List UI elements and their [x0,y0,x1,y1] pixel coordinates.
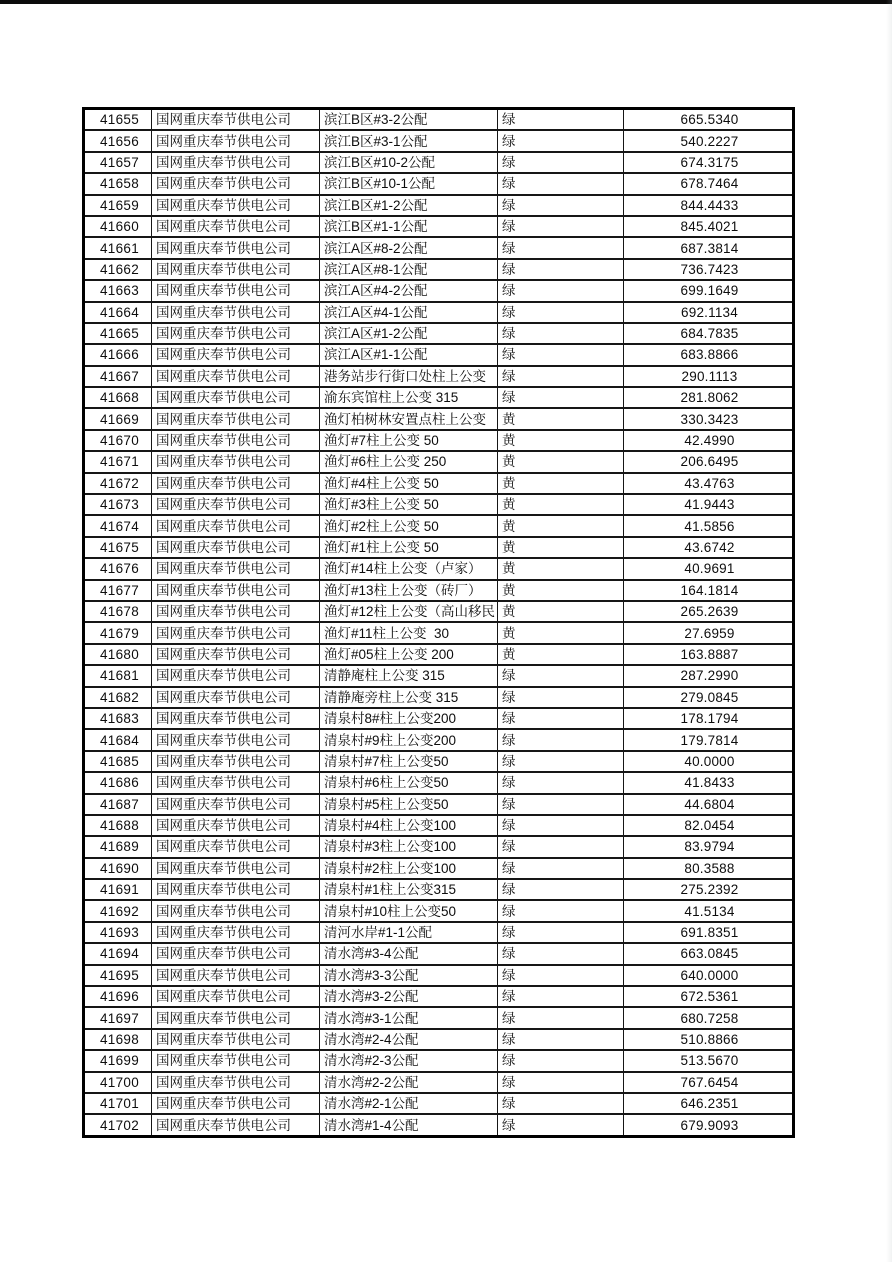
status-cell: 绿 [498,173,624,194]
equipment-name-cell: 清泉村#1柱上公变315 [320,879,498,900]
row-id-cell: 41693 [84,922,152,943]
equipment-name-cell: 滨江B区#10-1公配 [320,173,498,194]
equipment-name-cell: 清水湾#3-4公配 [320,943,498,964]
equipment-name-cell: 清河水岸#1-1公配 [320,922,498,943]
row-id-cell: 41667 [84,366,152,387]
equipment-name-cell: 渔灯#4柱上公变 50 [320,473,498,494]
table-row [84,451,794,472]
row-id-cell: 41671 [84,451,152,472]
equipment-name-cell: 滨江B区#1-1公配 [320,216,498,237]
company-cell: 国网重庆奉节供电公司 [152,387,320,408]
page-top-edge-line [0,0,892,4]
status-cell: 绿 [498,259,624,280]
company-cell: 国网重庆奉节供电公司 [152,580,320,601]
row-id-cell: 41699 [84,1050,152,1071]
row-id-cell: 41664 [84,302,152,323]
equipment-name-cell: 清水湾#2-3公配 [320,1050,498,1071]
status-cell: 黄 [498,494,624,515]
row-id-cell: 41672 [84,473,152,494]
equipment-name-cell: 滨江B区#3-1公配 [320,130,498,151]
status-cell: 绿 [498,1114,624,1136]
row-id-cell: 41656 [84,130,152,151]
equipment-name-cell: 渝东宾馆柱上公变 315 [320,387,498,408]
value-cell: 80.3588 [624,858,794,879]
company-cell: 国网重庆奉节供电公司 [152,858,320,879]
row-id-cell: 41681 [84,665,152,686]
value-cell: 43.6742 [624,537,794,558]
table-row [84,986,794,1007]
value-cell: 640.0000 [624,965,794,986]
company-cell: 国网重庆奉节供电公司 [152,815,320,836]
table-row [84,259,794,280]
status-cell: 绿 [498,195,624,216]
status-cell: 绿 [498,130,624,151]
company-cell: 国网重庆奉节供电公司 [152,302,320,323]
company-cell: 国网重庆奉节供电公司 [152,130,320,151]
equipment-name-cell: 渔灯柏树林安置点柱上公变 [320,408,498,429]
row-id-cell: 41701 [84,1093,152,1114]
table-row [84,537,794,558]
value-cell: 844.4433 [624,195,794,216]
company-cell: 国网重庆奉节供电公司 [152,601,320,622]
equipment-name-cell: 渔灯#13柱上公变（砖厂） [320,580,498,601]
value-cell: 41.5856 [624,515,794,536]
value-cell: 83.9794 [624,836,794,857]
row-id-cell: 41677 [84,580,152,601]
row-id-cell: 41686 [84,772,152,793]
company-cell: 国网重庆奉节供电公司 [152,173,320,194]
status-cell: 绿 [498,772,624,793]
row-id-cell: 41700 [84,1072,152,1093]
row-id-cell: 41660 [84,216,152,237]
value-cell: 164.1814 [624,580,794,601]
table-row [84,237,794,258]
equipment-name-cell: 渔灯#11柱上公变 30 [320,622,498,643]
table-row [84,836,794,857]
equipment-name-cell: 港务站步行街口处柱上公变 [320,366,498,387]
value-cell: 684.7835 [624,323,794,344]
value-cell: 665.5340 [624,109,794,131]
row-id-cell: 41692 [84,900,152,921]
table-row [84,708,794,729]
table-row [84,622,794,643]
page-edge-shadow [886,0,892,1262]
table-row [84,644,794,665]
company-cell: 国网重庆奉节供电公司 [152,152,320,173]
equipment-name-cell: 渔灯#2柱上公变 50 [320,515,498,536]
value-cell: 692.1134 [624,302,794,323]
equipment-name-cell: 清水湾#2-4公配 [320,1029,498,1050]
status-cell: 黄 [498,558,624,579]
row-id-cell: 41688 [84,815,152,836]
status-cell: 绿 [498,109,624,131]
row-id-cell: 41698 [84,1029,152,1050]
status-cell: 绿 [498,152,624,173]
equipment-name-cell: 滨江A区#8-2公配 [320,237,498,258]
status-cell: 绿 [498,216,624,237]
company-cell: 国网重庆奉节供电公司 [152,943,320,964]
equipment-name-cell: 清泉村8#柱上公变200 [320,708,498,729]
company-cell: 国网重庆奉节供电公司 [152,109,320,131]
value-cell: 646.2351 [624,1093,794,1114]
company-cell: 国网重庆奉节供电公司 [152,644,320,665]
status-cell: 黄 [498,580,624,601]
row-id-cell: 41690 [84,858,152,879]
company-cell: 国网重庆奉节供电公司 [152,879,320,900]
company-cell: 国网重庆奉节供电公司 [152,473,320,494]
table-row [84,580,794,601]
status-cell: 绿 [498,366,624,387]
equipment-name-cell: 滨江B区#3-2公配 [320,109,498,131]
company-cell: 国网重庆奉节供电公司 [152,665,320,686]
value-cell: 206.6495 [624,451,794,472]
status-cell: 绿 [498,1093,624,1114]
table-row [84,366,794,387]
company-cell: 国网重庆奉节供电公司 [152,708,320,729]
table-row [84,858,794,879]
equipment-name-cell: 渔灯#3柱上公变 50 [320,494,498,515]
value-cell: 513.5670 [624,1050,794,1071]
status-cell: 绿 [498,986,624,1007]
status-cell: 绿 [498,1050,624,1071]
company-cell: 国网重庆奉节供电公司 [152,1050,320,1071]
status-cell: 绿 [498,687,624,708]
status-cell: 黄 [498,537,624,558]
status-cell: 黄 [498,644,624,665]
value-cell: 736.7423 [624,259,794,280]
status-cell: 绿 [498,237,624,258]
value-cell: 672.5361 [624,986,794,1007]
table-row [84,1050,794,1071]
company-cell: 国网重庆奉节供电公司 [152,259,320,280]
company-cell: 国网重庆奉节供电公司 [152,836,320,857]
status-cell: 黄 [498,473,624,494]
table-row [84,794,794,815]
equipment-name-cell: 清水湾#2-1公配 [320,1093,498,1114]
value-cell: 179.7814 [624,729,794,750]
table-row [84,408,794,429]
transformer-data-table [82,107,795,1138]
company-cell: 国网重庆奉节供电公司 [152,280,320,301]
equipment-name-cell: 清水湾#3-2公配 [320,986,498,1007]
company-cell: 国网重庆奉节供电公司 [152,751,320,772]
company-cell: 国网重庆奉节供电公司 [152,900,320,921]
equipment-name-cell: 清泉村#5柱上公变50 [320,794,498,815]
equipment-name-cell: 清泉村#10柱上公变50 [320,900,498,921]
row-id-cell: 41659 [84,195,152,216]
company-cell: 国网重庆奉节供电公司 [152,1093,320,1114]
status-cell: 黄 [498,622,624,643]
table-row [84,900,794,921]
row-id-cell: 41684 [84,729,152,750]
row-id-cell: 41682 [84,687,152,708]
table-row [84,130,794,151]
value-cell: 275.2392 [624,879,794,900]
equipment-name-cell: 清水湾#1-4公配 [320,1114,498,1136]
value-cell: 43.4763 [624,473,794,494]
table-row [84,109,794,131]
company-cell: 国网重庆奉节供电公司 [152,408,320,429]
row-id-cell: 41665 [84,323,152,344]
table-row [84,1029,794,1050]
value-cell: 663.0845 [624,943,794,964]
equipment-name-cell: 清水湾#3-1公配 [320,1007,498,1028]
value-cell: 163.8887 [624,644,794,665]
status-cell: 黄 [498,515,624,536]
equipment-name-cell: 滨江A区#8-1公配 [320,259,498,280]
value-cell: 178.1794 [624,708,794,729]
table-row [84,922,794,943]
equipment-name-cell: 渔灯#14柱上公变（卢家） [320,558,498,579]
value-cell: 687.3814 [624,237,794,258]
value-cell: 281.8062 [624,387,794,408]
row-id-cell: 41658 [84,173,152,194]
status-cell: 绿 [498,344,624,365]
value-cell: 678.7464 [624,173,794,194]
status-cell: 黄 [498,430,624,451]
value-cell: 680.7258 [624,1007,794,1028]
table-row [84,430,794,451]
row-id-cell: 41670 [84,430,152,451]
equipment-name-cell: 滨江A区#4-1公配 [320,302,498,323]
status-cell: 绿 [498,858,624,879]
value-cell: 287.2990 [624,665,794,686]
company-cell: 国网重庆奉节供电公司 [152,323,320,344]
status-cell: 绿 [498,323,624,344]
company-cell: 国网重庆奉节供电公司 [152,515,320,536]
equipment-name-cell: 滨江A区#4-2公配 [320,280,498,301]
company-cell: 国网重庆奉节供电公司 [152,1029,320,1050]
company-cell: 国网重庆奉节供电公司 [152,986,320,1007]
table-row [84,280,794,301]
value-cell: 82.0454 [624,815,794,836]
row-id-cell: 41689 [84,836,152,857]
status-cell: 黄 [498,408,624,429]
row-id-cell: 41687 [84,794,152,815]
table-row [84,687,794,708]
row-id-cell: 41668 [84,387,152,408]
status-cell: 绿 [498,965,624,986]
status-cell: 绿 [498,665,624,686]
table-row [84,195,794,216]
row-id-cell: 41695 [84,965,152,986]
row-id-cell: 41679 [84,622,152,643]
table-body [84,109,794,1137]
status-cell: 绿 [498,836,624,857]
status-cell: 绿 [498,280,624,301]
equipment-name-cell: 清泉村#4柱上公变100 [320,815,498,836]
value-cell: 290.1113 [624,366,794,387]
row-id-cell: 41694 [84,943,152,964]
equipment-name-cell: 清泉村#2柱上公变100 [320,858,498,879]
table-row [84,473,794,494]
value-cell: 40.0000 [624,751,794,772]
company-cell: 国网重庆奉节供电公司 [152,195,320,216]
table-row [84,344,794,365]
table-row [84,494,794,515]
company-cell: 国网重庆奉节供电公司 [152,729,320,750]
company-cell: 国网重庆奉节供电公司 [152,366,320,387]
value-cell: 845.4021 [624,216,794,237]
value-cell: 41.5134 [624,900,794,921]
row-id-cell: 41674 [84,515,152,536]
table-row [84,1114,794,1136]
row-id-cell: 41666 [84,344,152,365]
value-cell: 27.6959 [624,622,794,643]
table-row [84,302,794,323]
company-cell: 国网重庆奉节供电公司 [152,622,320,643]
company-cell: 国网重庆奉节供电公司 [152,922,320,943]
value-cell: 265.2639 [624,601,794,622]
status-cell: 绿 [498,1029,624,1050]
status-cell: 绿 [498,302,624,323]
value-cell: 44.6804 [624,794,794,815]
company-cell: 国网重庆奉节供电公司 [152,344,320,365]
value-cell: 279.0845 [624,687,794,708]
company-cell: 国网重庆奉节供电公司 [152,772,320,793]
row-id-cell: 41673 [84,494,152,515]
company-cell: 国网重庆奉节供电公司 [152,494,320,515]
value-cell: 40.9691 [624,558,794,579]
equipment-name-cell: 清静庵旁柱上公变 315 [320,687,498,708]
value-cell: 699.1649 [624,280,794,301]
value-cell: 42.4990 [624,430,794,451]
status-cell: 绿 [498,879,624,900]
status-cell: 绿 [498,900,624,921]
value-cell: 540.2227 [624,130,794,151]
table-row [84,1072,794,1093]
row-id-cell: 41678 [84,601,152,622]
company-cell: 国网重庆奉节供电公司 [152,451,320,472]
status-cell: 绿 [498,708,624,729]
equipment-name-cell: 渔灯#12柱上公变（高山移民 [320,601,498,622]
value-cell: 41.8433 [624,772,794,793]
table-row [84,772,794,793]
table-row [84,601,794,622]
equipment-name-cell: 滨江A区#1-2公配 [320,323,498,344]
equipment-name-cell: 清水湾#2-2公配 [320,1072,498,1093]
row-id-cell: 41661 [84,237,152,258]
value-cell: 679.9093 [624,1114,794,1136]
table-row [84,665,794,686]
equipment-name-cell: 清泉村#7柱上公变50 [320,751,498,772]
status-cell: 绿 [498,815,624,836]
table-row [84,815,794,836]
row-id-cell: 41697 [84,1007,152,1028]
status-cell: 绿 [498,751,624,772]
row-id-cell: 41669 [84,408,152,429]
table-row [84,558,794,579]
row-id-cell: 41663 [84,280,152,301]
row-id-cell: 41696 [84,986,152,1007]
value-cell: 767.6454 [624,1072,794,1093]
value-cell: 330.3423 [624,408,794,429]
equipment-name-cell: 滨江B区#1-2公配 [320,195,498,216]
equipment-name-cell: 渔灯#1柱上公变 50 [320,537,498,558]
table-row [84,1093,794,1114]
row-id-cell: 41702 [84,1114,152,1136]
equipment-name-cell: 清泉村#3柱上公变100 [320,836,498,857]
company-cell: 国网重庆奉节供电公司 [152,965,320,986]
status-cell: 绿 [498,1007,624,1028]
table-row [84,515,794,536]
company-cell: 国网重庆奉节供电公司 [152,558,320,579]
company-cell: 国网重庆奉节供电公司 [152,1072,320,1093]
equipment-name-cell: 渔灯#05柱上公变 200 [320,644,498,665]
table-row [84,387,794,408]
row-id-cell: 41657 [84,152,152,173]
value-cell: 41.9443 [624,494,794,515]
row-id-cell: 41655 [84,109,152,131]
table-row [84,323,794,344]
company-cell: 国网重庆奉节供电公司 [152,1007,320,1028]
value-cell: 674.3175 [624,152,794,173]
status-cell: 绿 [498,794,624,815]
table-row [84,879,794,900]
table-row [84,216,794,237]
row-id-cell: 41683 [84,708,152,729]
status-cell: 绿 [498,943,624,964]
value-cell: 510.8866 [624,1029,794,1050]
table-row [84,943,794,964]
company-cell: 国网重庆奉节供电公司 [152,1114,320,1136]
table-row [84,152,794,173]
row-id-cell: 41685 [84,751,152,772]
equipment-name-cell: 清泉村#9柱上公变200 [320,729,498,750]
company-cell: 国网重庆奉节供电公司 [152,794,320,815]
company-cell: 国网重庆奉节供电公司 [152,430,320,451]
status-cell: 绿 [498,729,624,750]
table-row [84,751,794,772]
equipment-name-cell: 渔灯#6柱上公变 250 [320,451,498,472]
status-cell: 绿 [498,387,624,408]
equipment-name-cell: 滨江B区#10-2公配 [320,152,498,173]
table-row [84,173,794,194]
equipment-name-cell: 清水湾#3-3公配 [320,965,498,986]
company-cell: 国网重庆奉节供电公司 [152,237,320,258]
table-row [84,965,794,986]
status-cell: 黄 [498,451,624,472]
company-cell: 国网重庆奉节供电公司 [152,537,320,558]
table-row [84,729,794,750]
status-cell: 黄 [498,601,624,622]
status-cell: 绿 [498,1072,624,1093]
row-id-cell: 41676 [84,558,152,579]
row-id-cell: 41691 [84,879,152,900]
equipment-name-cell: 清静庵柱上公变 315 [320,665,498,686]
row-id-cell: 41680 [84,644,152,665]
value-cell: 691.8351 [624,922,794,943]
company-cell: 国网重庆奉节供电公司 [152,216,320,237]
row-id-cell: 41675 [84,537,152,558]
equipment-name-cell: 滨江A区#1-1公配 [320,344,498,365]
row-id-cell: 41662 [84,259,152,280]
table-row [84,1007,794,1028]
equipment-name-cell: 渔灯#7柱上公变 50 [320,430,498,451]
company-cell: 国网重庆奉节供电公司 [152,687,320,708]
equipment-name-cell: 清泉村#6柱上公变50 [320,772,498,793]
status-cell: 绿 [498,922,624,943]
value-cell: 683.8866 [624,344,794,365]
